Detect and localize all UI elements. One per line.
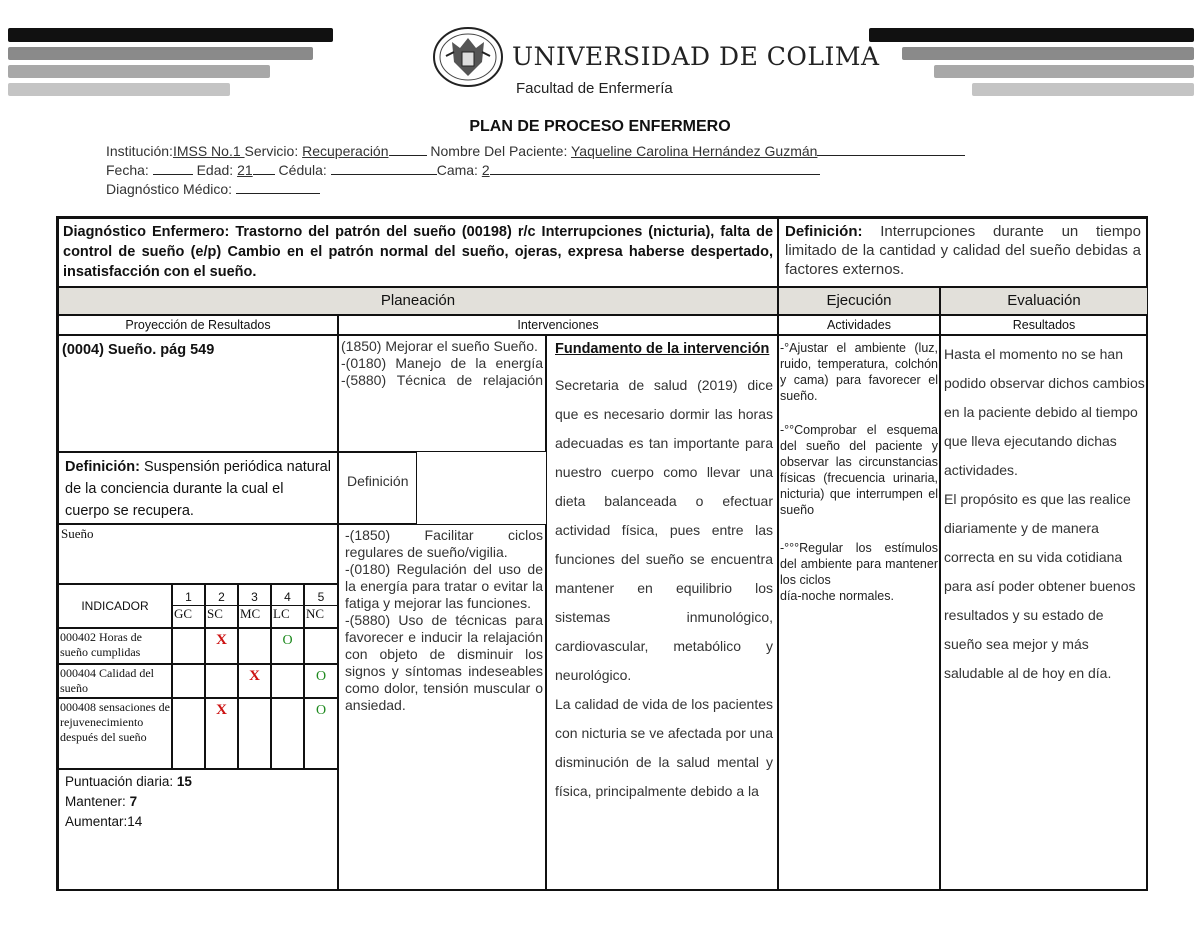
ejecucion-header: Ejecución [778,287,940,315]
indicador-celda [304,698,338,769]
care-plan-table [56,216,1148,891]
indicador-celda [205,628,238,664]
indicador-codigo: SC [206,605,237,622]
servicio-value: Recuperación [302,143,389,159]
resultado-definicion-cell [58,452,338,524]
info-line-1 [106,143,965,159]
header-bar-right-1 [869,28,1194,42]
indicador-celda [238,698,271,769]
indicador-celda [238,664,271,698]
header-bar-left-1 [8,28,333,42]
diagnostico-text: Trastorno del patrón del sueño (00198) r/c Interrupciones (nicturia), falta de control de sueño (e/p) Cambio en el patrón normal del sueño, ojeras, expresa haberse despertado, insatisfacción con el sueño. [63,224,774,280]
indicador-celda [205,698,238,769]
university-crest-icon [432,26,504,88]
cama-label: Cama: [436,162,482,178]
marca-x: X [216,632,227,648]
resultados-parrafo-1: Hasta el momento no se han podido observar dichos cambios en la paciente debido al tiempo que lleva ejecutando dichas actividades. [944,346,1145,478]
indicador-celda [304,628,338,664]
aumentar-label: Aumentar: [65,814,128,829]
resultado-definicion-text: Suspensión periódica natural de la conciencia durante la cual el cuerpo se recupera. [65,459,331,519]
intervenciones-detalle-cell [338,524,546,891]
intervenciones-header: Intervenciones [338,315,778,335]
indicador-celda [271,628,304,664]
indicador-codigo: NC [305,605,337,622]
mantener-valor: 7 [129,794,138,809]
intervenciones-lista-cell [338,335,546,452]
header-bar-left-3 [8,65,270,78]
servicio-label: Servicio: [244,143,303,159]
cedula-label: Cédula: [278,162,331,178]
institucion-label: Institución: [106,143,173,159]
marca-x: X [249,668,260,684]
diagnostico-definicion-cell [778,218,1148,287]
intervencion-detalle-1: -(1850) Facilitar ciclos regulares de sueño/vigilia. [345,527,543,560]
diagnostico-label: Diagnóstico Enfermero: [63,224,230,240]
actividad-1: -°Ajustar el ambiente (luz, ruido, temperatura, colchón y cama) para favorecer el sueño. [780,341,938,403]
header-bar-right-3 [934,65,1194,78]
header-bar-left-4 [8,83,230,96]
institucion-value: IMSS No.1 [172,143,245,159]
planeacion-header: Planeación [58,287,778,315]
indicador-celda [172,698,205,769]
resultado-nombre: (0004) Sueño. pág 549 [62,342,215,358]
indicador-col-header-4 [271,584,304,628]
indicador-header [58,584,172,628]
fundamento-titulo: Fundamento de la intervención [555,341,770,357]
header-bar-right-2 [902,47,1194,60]
intervenciones-definicion-cell [338,452,417,524]
actividad-2: -°°Comprobar el esquema del sueño del paciente y observar las circunstancias físicas (frecuencia urinaria, nicturia) que interrumpen el sueño [780,423,938,517]
indicador-celda [271,664,304,698]
actividad-3: -°°°Regular los estímulos del ambiente para mantener los ciclos [780,541,938,587]
intervenciones-definicion-label: Definición [347,473,409,489]
faculty-name: Facultad de Enfermería [516,80,673,97]
indicador-celda [238,628,271,664]
info-line-2 [106,162,820,178]
page-title: PLAN DE PROCESO ENFERMERO [469,118,731,135]
indicador-numero: 4 [284,590,291,604]
indicador-fila-nombre: 000402 Horas de sueño cumplidas [58,628,172,664]
diagnostico-definicion-label: Definición: [785,223,863,240]
marca-o: O [282,633,293,648]
indicador-label: INDICADOR [81,599,149,613]
resultados-parrafo-2: El propósito es que las realice diariamente y de manera correcta en su vida cotidiana para así poder obtener buenos resultados y su estado de sueño sea mejor y más saludable al de hoy en día. [944,491,1136,681]
resultado-nombre-cell [58,335,338,452]
header-bar-left-2 [8,47,313,60]
mantener-label: Mantener: [65,794,126,809]
marca-o: O [315,669,327,684]
edad-label: Edad: [196,162,238,178]
university-logo [432,26,880,106]
indicador-col-header-3 [238,584,271,628]
header-bar-right-4 [972,83,1194,96]
fundamento-parrafo-2: La calidad de vida de los pacientes con nicturia se ve afectada por una disminución de la salud mental y física, principalmente debido a la [555,696,773,799]
diagnostico-cell [58,218,778,287]
university-name: UNIVERSIDAD DE COLIMA [512,42,880,71]
indicador-col-header-2 [205,584,238,628]
indicador-celda [205,664,238,698]
indicador-fila-nombre: 000408 sensaciones de rejuvenecimiento después del sueño [58,698,172,769]
proyeccion-header: Proyección de Resultados [58,315,338,335]
marca-o: O [315,703,327,718]
fundamento-parrafo-1: Secretaria de salud (2019) dice que es necesario dormir las horas adecuadas es tan importante para nuestro cuerpo como llevar una dieta balanceada o efectuar actividad física, pues entre las funciones del sueño se encuentra mantener en equilibrio los sistemas inmunológico, cardiovascular, metabólico y neurológico. [555,377,773,683]
indicador-numero: 5 [317,590,325,604]
fundamento-cell [546,335,778,891]
diagnostico-definicion-text: Interrupciones durante un tiempo limitado de la cantidad y calidad del sueño debidas a factores externos. [785,223,1141,278]
marca-x: X [216,702,227,718]
indicador-fila-nombre: 000404 Calidad del sueño [58,664,172,698]
actividades-header: Actividades [778,315,940,335]
indicador-numero: 2 [218,590,225,604]
puntuacion-cell [58,769,338,891]
evaluacion-header: Evaluación [940,287,1148,315]
escala-label: Sueño [61,526,94,541]
intervencion-detalle-3: -(5880) Uso de técnicas para favorecer e inducir la relajación con objeto de disminuir los signos y síntomas indeseables como dolor, tensión muscular o ansiedad. [345,612,543,713]
intervencion-1: (1850) Mejorar el sueño Sueño. [341,338,538,354]
indicador-celda [172,664,205,698]
intervencion-detalle-2: -(0180) Regulación del uso de la energía para tratar o evitar la fatiga y mejorar las funciones. [345,561,543,611]
aumentar-valor: 14 [127,814,143,829]
indicador-col-header-1 [172,584,205,628]
fecha-label: Fecha: [106,162,153,178]
intervencion-2: -(0180) Manejo de la energía [341,355,543,371]
indicador-codigo: LC [272,605,303,622]
escala-cell [58,524,338,584]
actividades-cell [778,335,940,891]
intervencion-3: -(5880) Técnica de relajación [341,372,543,388]
puntuacion-label: Puntuación diaria: [65,774,174,789]
indicador-celda [304,664,338,698]
indicador-col-header-5 [304,584,338,628]
indicador-numero: 3 [251,590,258,604]
indicador-celda [271,698,304,769]
paciente-label: Nombre Del Paciente: [430,143,571,159]
resultados-header: Resultados [940,315,1148,335]
resultado-definicion-label: Definición: [65,459,140,475]
indicador-codigo: MC [239,605,270,622]
diagnostico-medico-label: Diagnóstico Médico: [106,181,236,197]
edad-value: 21 [237,162,253,178]
indicador-celda [172,628,205,664]
indicador-codigo: GC [173,605,204,622]
indicador-numero: 1 [185,590,192,604]
actividad-4: día-noche normales. [780,589,894,603]
puntuacion-valor: 15 [176,774,192,789]
cama-value: 2 [481,162,490,178]
paciente-value: Yaqueline Carolina Hernández Guzmán [570,143,818,159]
resultados-cell [940,335,1148,891]
info-line-3 [106,181,320,197]
